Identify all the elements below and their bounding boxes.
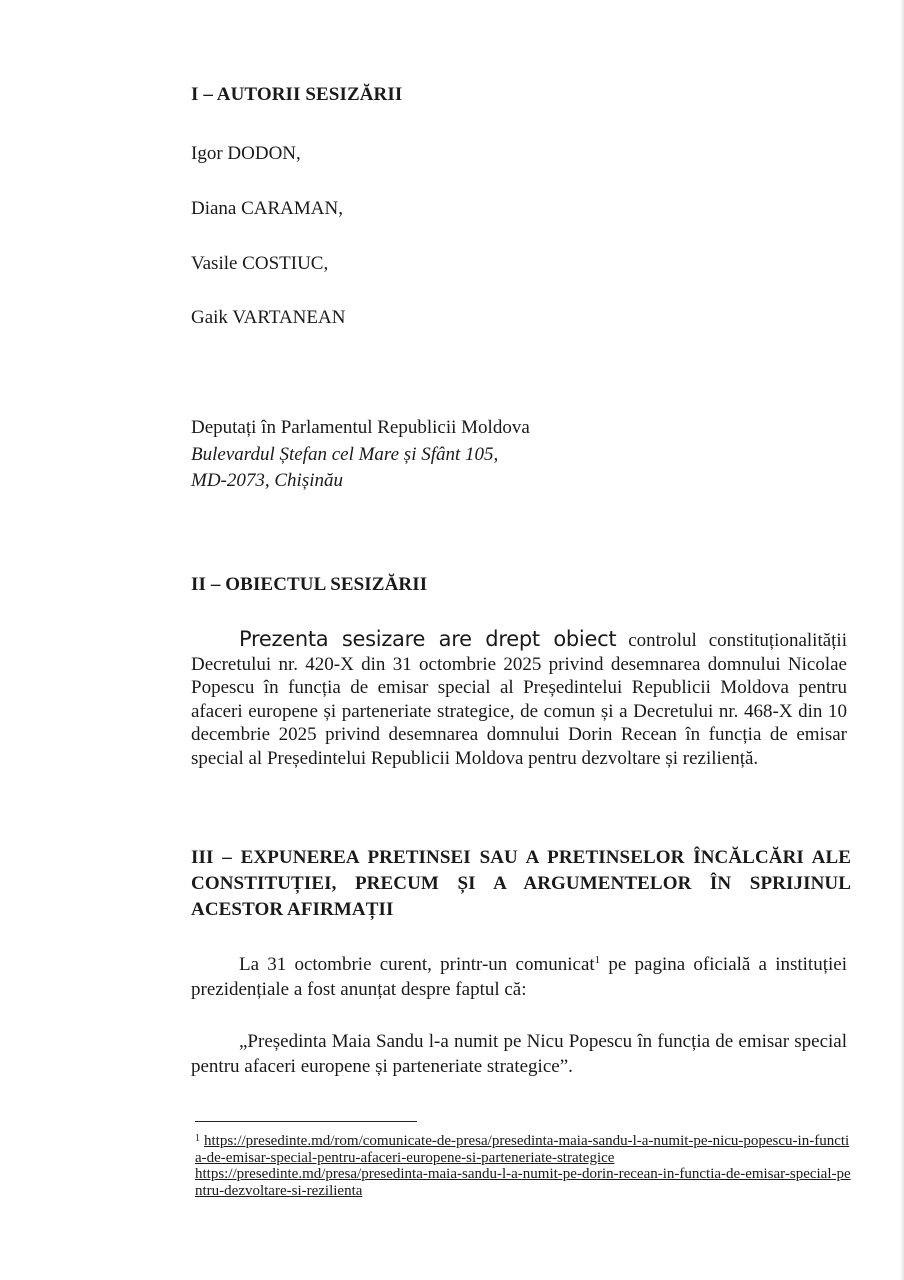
- author-name: Vasile COSTIUC,: [191, 253, 329, 274]
- affiliation-text: Deputați în Parlamentul Republicii Moldova: [191, 417, 530, 438]
- page-edge-shadow: [900, 0, 904, 1280]
- footnote-mark: 1: [195, 1133, 200, 1144]
- author-name: Gaik VARTANEAN: [191, 307, 346, 328]
- object-paragraph-rest: controlul constituționalității Decretului nr. 420-X din 31 octombrie 2025 privind desemnarea domnului Nicolae Popescu în funcția de emisar special al Președintelui Republicii Moldova pentru afaceri europene și parteneriate strategice, de comun și a Decretului nr. 468-X din 10 decembrie 2025 privind desemnarea domnului Dorin Recean în funcția de emisar special al Președintelui Republicii Moldova pentru dezvoltare și reziliență.: [191, 630, 847, 769]
- announcement-paragraph: [191, 952, 847, 1002]
- quote-paragraph: [191, 1029, 847, 1079]
- quote-text: „Președinta Maia Sandu l-a numit pe Nicu Popescu în funcția de emisar special pentru afaceri europene și parteneriate strategice”.: [191, 1031, 847, 1077]
- footnote-reference[interactable]: 1: [594, 954, 601, 966]
- announcement-text-after: pe pagina oficială a instituției prezidențiale a fost anunțat despre faptul că:: [191, 954, 847, 1000]
- street-address: Bulevardul Ștefan cel Mare și Sfânt 105,: [191, 443, 499, 465]
- object-paragraph: [191, 628, 847, 770]
- footnote: [195, 1131, 855, 1199]
- footnote-link-recean[interactable]: https://presedinte.md/presa/presedinta-maia-sandu-l-a-numit-pe-dorin-recean-in-functia-de-emisar-special-pentru-dezvoltare-si-rezilienta: [195, 1166, 851, 1199]
- footnote-separator: [195, 1121, 417, 1122]
- postal-city: MD-2073, Chișinău: [191, 470, 343, 491]
- author-name: Diana CARAMAN,: [191, 198, 343, 219]
- section-heading-authors: I – AUTORII SESIZĂRII: [191, 84, 403, 105]
- object-paragraph-lead: Prezenta sesizare are drept obiect: [239, 627, 617, 651]
- announcement-text-before: La 31 octombrie curent, printr-un comunicat: [239, 954, 595, 975]
- author-name: Igor DODON,: [191, 143, 301, 164]
- footnote-link-popescu[interactable]: https://presedinte.md/rom/comunicate-de-presa/presedinta-maia-sandu-l-a-numit-pe-nicu-popescu-in-functia-de-emisar-special-pentru-afaceri-europene-si-parteneriate-strategice: [195, 1133, 850, 1166]
- section-heading-object: II – OBIECTUL SESIZĂRII: [191, 574, 428, 595]
- section-heading-claims: III – EXPUNEREA PRETINSEI SAU A PRETINSELOR ÎNCĂLCĂRI ALE CONSTITUȚIEI, PRECUM ȘI A ARGUMENTELOR ÎN SPRIJINUL ACESTOR AFIRMAȚII: [191, 847, 851, 920]
- address-block: [191, 415, 530, 495]
